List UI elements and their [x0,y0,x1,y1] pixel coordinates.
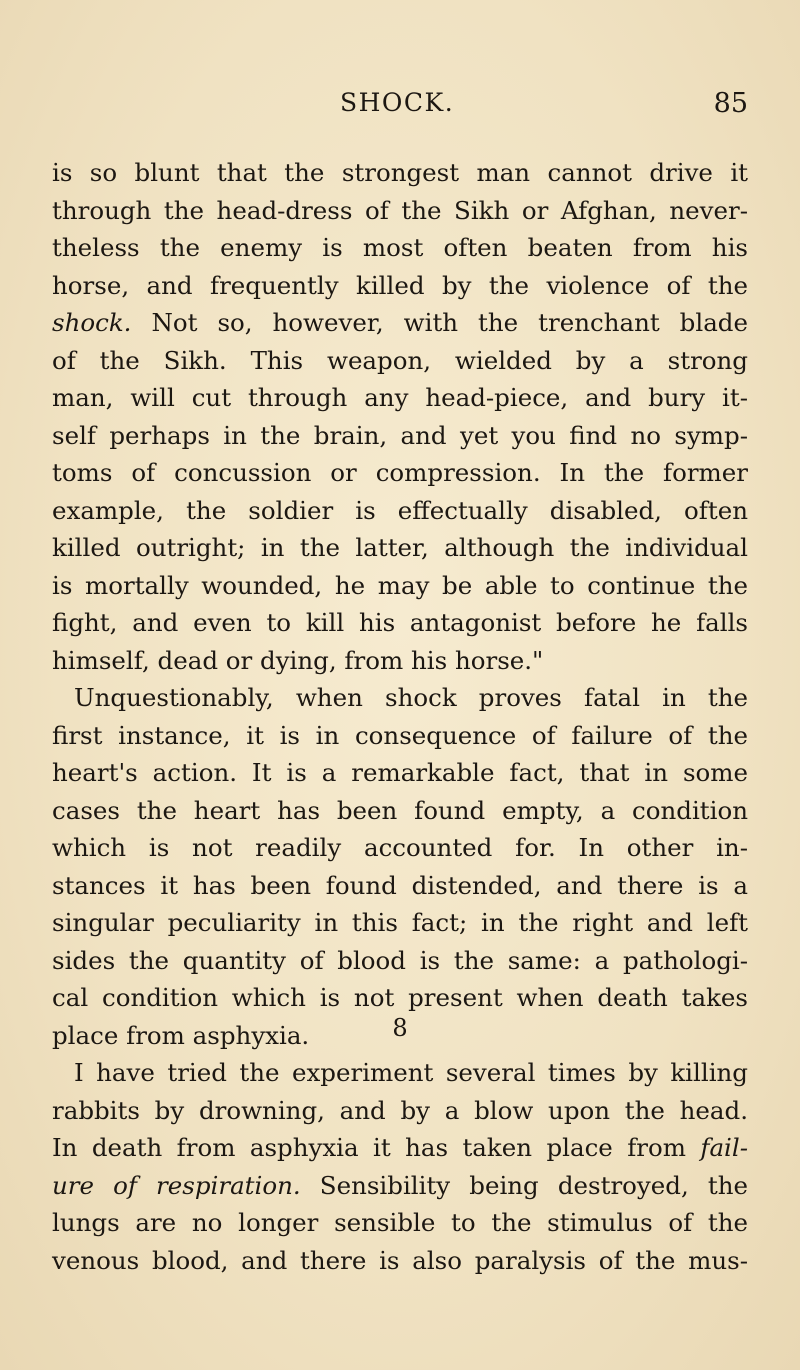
text-line: singular peculiarity in this fact; in the right and left [52,908,748,937]
text-line: cal condition which is not present when death takes [52,983,748,1012]
text-line: stances it has been found distended, and there is a [52,870,748,900]
text-line: self perhaps in the brain, and yet you find no symp- [52,420,748,450]
text-line: is mortally wounded, he may be able to continue the [52,570,748,600]
text-line: place from asphyxia. [52,1020,310,1050]
text-line: venous blood, and there is also paralysis of the mus- [52,1245,748,1275]
text-line: cases the heart has been found empty, a condition [52,795,748,825]
signature-mark: 8 [392,1014,408,1042]
text-line: killed outright; in the latter, although the individual [52,533,748,562]
text-line: ure of respiration. Sensibility being destroyed, the [52,1170,748,1200]
text-line: shock. Not so, however, with the trenchant blade [52,308,748,337]
text-line: sides the quantity of blood is the same: a pathologi- [52,945,748,975]
text-line: In death from asphyxia it has taken place from fail- [52,1133,748,1162]
text-line: rabbits by drowning, and by a blow upon the head. [52,1095,748,1125]
text-line: example, the soldier is effectually disabled, often [52,495,748,525]
text-line: lungs are no longer sensible to the stimulus of the [52,1208,748,1237]
text-line: Unquestionably, when shock proves fatal in the [74,683,748,712]
text-line: first instance, it is in consequence of failure of the [52,720,748,750]
text-line: through the head-dress of the Sikh or Afghan, never- [52,195,748,225]
text-line: horse, and frequently killed by the violence of the [52,270,748,300]
text-line: fight, and even to kill his antagonist before he falls [52,608,748,637]
text-line: of the Sikh. This weapon, wielded by a strong [52,345,748,375]
text-line: I have tried the experiment several times by killing [74,1058,748,1087]
running-head-title: SHOCK. [340,88,455,117]
running-head [52,88,748,128]
page-number: 85 [713,88,748,119]
text-line: toms of concussion or compression. In the former [52,458,748,487]
text-line: man, will cut through any head-piece, and bury it- [52,383,748,412]
text-line: heart's action. It is a remarkable fact, that in some [52,758,748,787]
text-line: theless the enemy is most often beaten from his [52,233,748,262]
text-line: is so blunt that the strongest man cannot drive it [52,158,748,187]
text-line: which is not readily accounted for. In other in- [52,833,748,862]
body-text [52,154,748,1279]
text-line: himself, dead or dying, from his horse." [52,645,544,675]
